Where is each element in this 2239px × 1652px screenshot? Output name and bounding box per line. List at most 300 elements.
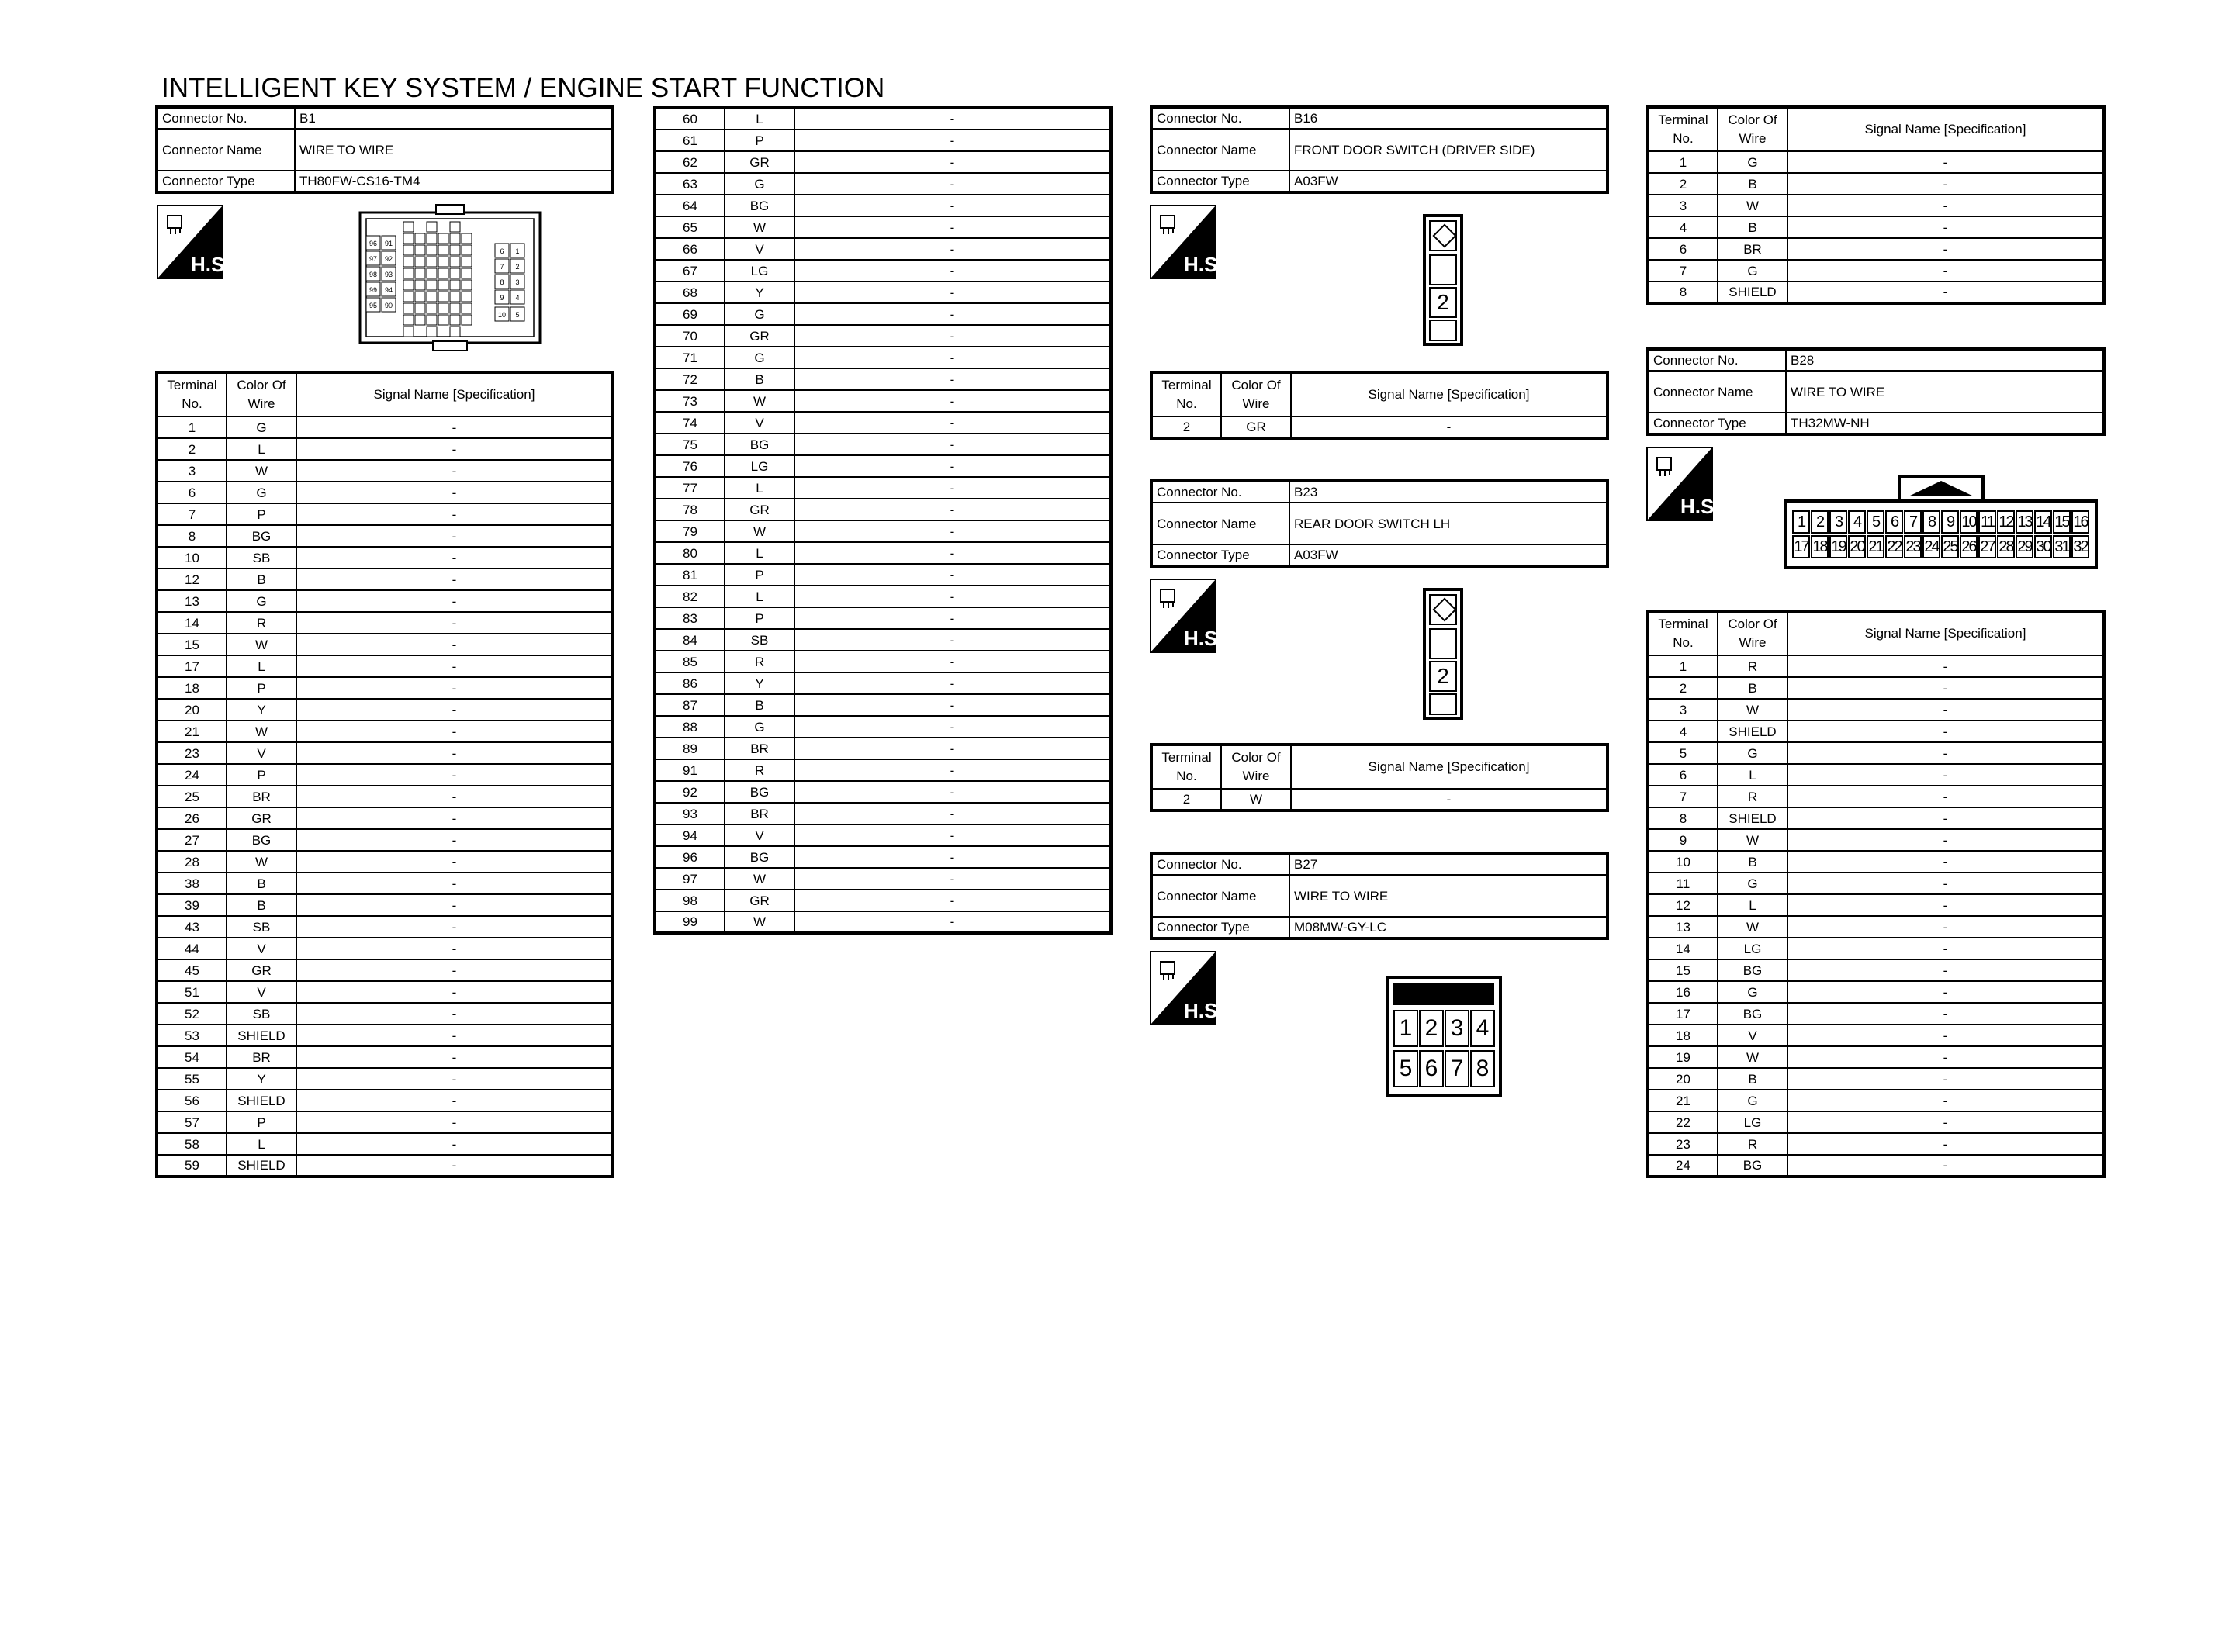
wire-color: B	[1718, 216, 1787, 238]
pin-cell: 18	[1811, 535, 1829, 558]
wire-color: BG	[725, 195, 794, 216]
signal-header: Signal Name [Specification]	[1787, 107, 2104, 151]
hs-icon	[1150, 951, 1223, 1025]
table-row	[655, 434, 1111, 455]
wire-color: P	[725, 607, 794, 629]
terminal-no: 8	[1648, 807, 1718, 829]
terminal-no: 85	[655, 651, 725, 672]
table-row	[655, 282, 1111, 303]
b16-pin: 2	[1429, 287, 1457, 318]
signal-name: -	[296, 699, 613, 721]
terminal-no: 76	[655, 455, 725, 477]
signal-name: -	[794, 542, 1111, 564]
wire-color: B	[227, 873, 296, 894]
signal-name: -	[794, 716, 1111, 738]
signal-name: -	[794, 890, 1111, 911]
signal-name: -	[296, 959, 613, 981]
wire-color: L	[227, 655, 296, 677]
table-row	[1648, 981, 2104, 1003]
signal-name: -	[296, 981, 613, 1003]
connector-name-label: Connector Name	[157, 129, 295, 171]
signal-name: -	[1787, 764, 2104, 786]
pin-cell: 21	[1867, 535, 1884, 558]
pin-cell: 29	[2016, 535, 2033, 558]
wire-color: G	[1718, 873, 1787, 894]
terminal-no: 6	[1648, 238, 1718, 260]
terminal-no: 7	[157, 503, 227, 525]
terminal-no: 22	[1648, 1111, 1718, 1133]
signal-header: Signal Name [Specification]	[1291, 745, 1607, 789]
b28-rows	[1648, 655, 2104, 1177]
b23-terminal-table	[1150, 743, 1609, 812]
pin-cell: 13	[2016, 510, 2033, 534]
wire-color: GR	[725, 151, 794, 173]
terminal-no: 80	[655, 542, 725, 564]
wire-color: R	[1718, 1133, 1787, 1155]
wire-color: Y	[725, 672, 794, 694]
color-header: Color Of Wire	[1718, 107, 1787, 151]
terminal-no: 21	[1648, 1090, 1718, 1111]
terminal-no: 79	[655, 520, 725, 542]
terminal-no: 4	[1648, 721, 1718, 742]
color-header: Color Of Wire	[1221, 745, 1291, 789]
signal-name: -	[794, 499, 1111, 520]
signal-name: -	[296, 764, 613, 786]
table-row	[1648, 238, 2104, 260]
terminal-no: 14	[157, 612, 227, 634]
wire-color: G	[725, 303, 794, 325]
pin-cell: 5	[1867, 510, 1884, 534]
terminal-no: 20	[1648, 1068, 1718, 1090]
signal-name: -	[794, 238, 1111, 260]
table-row	[1648, 173, 2104, 195]
table-row	[1648, 1133, 2104, 1155]
wire-color: GR	[725, 499, 794, 520]
signal-name: -	[296, 851, 613, 873]
wire-color: BR	[725, 803, 794, 824]
wire-color: G	[227, 416, 296, 438]
wire-color: L	[725, 108, 794, 130]
signal-name: -	[794, 303, 1111, 325]
connector-no-label: Connector No.	[1648, 349, 1786, 371]
svg-text:H.S.: H.S.	[1184, 627, 1223, 650]
terminal-no: 62	[655, 151, 725, 173]
b1-pin-label: 92	[384, 255, 393, 263]
terminal-no: 13	[157, 590, 227, 612]
wire-color: SHIELD	[227, 1025, 296, 1046]
pin-cell: 4	[1848, 510, 1866, 534]
table-row	[655, 216, 1111, 238]
signal-name: -	[794, 629, 1111, 651]
hs-label: H.S.	[191, 253, 230, 276]
table-row	[1648, 1090, 2104, 1111]
connector-type-label: Connector Type	[1151, 544, 1289, 566]
table-row	[655, 412, 1111, 434]
hs-icon	[157, 205, 230, 279]
signal-name: -	[296, 829, 613, 851]
signal-name: -	[794, 282, 1111, 303]
table-row	[157, 569, 613, 590]
table-row	[1648, 959, 2104, 981]
terminal-no: 82	[655, 586, 725, 607]
table-row	[655, 824, 1111, 846]
connector-name-label: Connector Name	[1151, 503, 1289, 544]
table-row	[655, 716, 1111, 738]
b27-info-table	[1150, 852, 1609, 940]
hs-icon	[1646, 447, 1720, 521]
signal-name: -	[794, 195, 1111, 216]
terminal-no: 91	[655, 759, 725, 781]
table-row	[655, 781, 1111, 803]
table-row	[157, 1155, 613, 1177]
wire-color: LG	[1718, 938, 1787, 959]
signal-name: -	[794, 846, 1111, 868]
wire-color: BG	[227, 829, 296, 851]
wire-color: BG	[1718, 1003, 1787, 1025]
table-row	[1648, 938, 2104, 959]
pin-cell: 28	[1997, 535, 2015, 558]
hs-icon	[1150, 579, 1223, 653]
terminal-no: 60	[655, 108, 725, 130]
table-row	[157, 786, 613, 807]
wire-color: W	[227, 460, 296, 482]
wire-color: W	[227, 721, 296, 742]
signal-name: -	[1787, 873, 2104, 894]
wire-color: BG	[1718, 1155, 1787, 1177]
wire-color: B	[1718, 851, 1787, 873]
terminal-no: 17	[1648, 1003, 1718, 1025]
b1-pin-label: 5	[515, 311, 520, 319]
table-row	[655, 173, 1111, 195]
table-row	[655, 694, 1111, 716]
wire-color: GR	[725, 890, 794, 911]
wire-color: V	[725, 238, 794, 260]
signal-name: -	[794, 781, 1111, 803]
terminal-no: 69	[655, 303, 725, 325]
connector-no-label: Connector No.	[1151, 107, 1289, 129]
signal-name: -	[1787, 851, 2104, 873]
table-row	[655, 803, 1111, 824]
terminal-no: 45	[157, 959, 227, 981]
terminal-no: 72	[655, 368, 725, 390]
wire-color: BG	[725, 434, 794, 455]
signal-name: -	[1787, 1068, 2104, 1090]
table-row	[655, 890, 1111, 911]
wire-color: GR	[1221, 416, 1291, 438]
wire-color: L	[725, 586, 794, 607]
wire-color: LG	[725, 455, 794, 477]
signal-name: -	[1787, 699, 2104, 721]
wire-color: W	[725, 216, 794, 238]
terminal-no: 94	[655, 824, 725, 846]
terminal-no: 16	[1648, 981, 1718, 1003]
signal-name: -	[794, 520, 1111, 542]
connector-type-label: Connector Type	[1648, 413, 1786, 434]
table-row	[157, 959, 613, 981]
terminal-no: 2	[1151, 789, 1221, 810]
wire-color: BR	[725, 738, 794, 759]
terminal-no: 18	[1648, 1025, 1718, 1046]
signal-name: -	[1787, 786, 2104, 807]
pin-cell: 2	[1811, 510, 1829, 534]
signal-name: -	[1787, 195, 2104, 216]
table-row	[1648, 282, 2104, 303]
signal-name: -	[296, 482, 613, 503]
table-row	[1648, 699, 2104, 721]
terminal-no: 23	[1648, 1133, 1718, 1155]
wire-color: BG	[1718, 959, 1787, 981]
table-row	[157, 742, 613, 764]
terminal-no: 21	[157, 721, 227, 742]
terminal-no: 27	[157, 829, 227, 851]
pin-cell: 7	[1904, 510, 1922, 534]
wire-color: B	[725, 368, 794, 390]
terminal-no: 7	[1648, 786, 1718, 807]
signal-name: -	[1787, 938, 2104, 959]
signal-name: -	[1787, 829, 2104, 851]
terminal-no: 24	[1648, 1155, 1718, 1177]
signal-name: -	[296, 1111, 613, 1133]
terminal-no: 56	[157, 1090, 227, 1111]
wire-color: W	[1718, 195, 1787, 216]
connector-no-label: Connector No.	[1151, 481, 1289, 503]
terminal-no: 2	[1648, 173, 1718, 195]
signal-name: -	[296, 786, 613, 807]
signal-name: -	[794, 911, 1111, 933]
b1-pin-label: 94	[384, 286, 393, 294]
signal-name: -	[1787, 216, 2104, 238]
pin-cell: 7	[1445, 1050, 1469, 1087]
table-row	[1648, 1155, 2104, 1177]
signal-name: -	[1787, 655, 2104, 677]
signal-name: -	[1787, 1046, 2104, 1068]
terminal-no: 63	[655, 173, 725, 195]
b1-pin-label: 99	[369, 286, 378, 294]
wire-color: SB	[227, 1003, 296, 1025]
table-row	[157, 525, 613, 547]
connector-type-label: Connector Type	[157, 171, 295, 192]
table-row	[157, 764, 613, 786]
terminal-header: Terminal No.	[157, 372, 227, 416]
table-row	[655, 368, 1111, 390]
b1-pin-label: 95	[369, 302, 378, 309]
table-row	[655, 629, 1111, 651]
signal-name: -	[296, 1133, 613, 1155]
table-row	[655, 759, 1111, 781]
terminal-no: 10	[157, 547, 227, 569]
terminal-no: 2	[1648, 677, 1718, 699]
b28-terminal-table	[1646, 610, 2106, 1178]
terminal-no: 6	[157, 482, 227, 503]
b1-connector-type: TH80FW-CS16-TM4	[295, 171, 613, 192]
wire-color: V	[725, 824, 794, 846]
connector-name-label: Connector Name	[1648, 371, 1786, 413]
terminal-no: 73	[655, 390, 725, 412]
b28-connector-no: B28	[1786, 349, 2104, 371]
svg-text:H.S.: H.S.	[1184, 999, 1223, 1022]
b1-connector-name: WIRE TO WIRE	[295, 129, 613, 171]
terminal-no: 98	[655, 890, 725, 911]
b28-connector-face	[1784, 475, 2098, 569]
signal-header: Signal Name [Specification]	[296, 372, 613, 416]
terminal-no: 89	[655, 738, 725, 759]
terminal-no: 74	[655, 412, 725, 434]
table-row	[1648, 655, 2104, 677]
pin-cell: 9	[1941, 510, 1959, 534]
terminal-no: 38	[157, 873, 227, 894]
table-row	[1648, 721, 2104, 742]
wire-color: R	[227, 612, 296, 634]
table-row	[157, 634, 613, 655]
wire-color: B	[227, 894, 296, 916]
b1-rows-2	[655, 108, 1111, 933]
wire-color: B	[1718, 677, 1787, 699]
signal-name: -	[794, 347, 1111, 368]
signal-name: -	[296, 655, 613, 677]
table-row	[157, 1111, 613, 1133]
signal-name: -	[794, 564, 1111, 586]
b28-info-table	[1646, 347, 2106, 436]
terminal-no: 57	[157, 1111, 227, 1133]
pin-cell: 23	[1904, 535, 1922, 558]
signal-name: -	[1787, 916, 2104, 938]
wire-color: BR	[1718, 238, 1787, 260]
terminal-no: 5	[1648, 742, 1718, 764]
connector-name-label: Connector Name	[1151, 129, 1289, 171]
terminal-no: 77	[655, 477, 725, 499]
pin-cell: 20	[1848, 535, 1866, 558]
terminal-header: Terminal No.	[1648, 107, 1718, 151]
color-header: Color Of Wire	[1221, 372, 1291, 416]
signal-name: -	[794, 151, 1111, 173]
terminal-no: 61	[655, 130, 725, 151]
wire-color: L	[725, 542, 794, 564]
terminal-no: 2	[157, 438, 227, 460]
table-row	[655, 390, 1111, 412]
signal-name: -	[296, 547, 613, 569]
table-row	[1648, 851, 2104, 873]
signal-name: -	[794, 803, 1111, 824]
terminal-no: 93	[655, 803, 725, 824]
table-row	[157, 503, 613, 525]
table-row	[157, 612, 613, 634]
table-row	[655, 108, 1111, 130]
wire-color: V	[227, 742, 296, 764]
table-row	[157, 482, 613, 503]
wire-color: G	[1718, 981, 1787, 1003]
table-row	[157, 1025, 613, 1046]
signal-name: -	[1787, 1090, 2104, 1111]
wire-color: P	[227, 764, 296, 786]
signal-name: -	[794, 130, 1111, 151]
wire-color: V	[1718, 1025, 1787, 1046]
wire-color: L	[227, 438, 296, 460]
signal-name: -	[296, 1025, 613, 1046]
wire-color: V	[725, 412, 794, 434]
signal-name: -	[296, 525, 613, 547]
b16-info-table	[1150, 105, 1609, 194]
signal-name: -	[1787, 1025, 2104, 1046]
wire-color: Y	[227, 699, 296, 721]
signal-name: -	[794, 824, 1111, 846]
table-row	[157, 547, 613, 569]
connector-type-label: Connector Type	[1151, 171, 1289, 192]
signal-name: -	[1787, 1003, 2104, 1025]
signal-name: -	[794, 173, 1111, 195]
terminal-no: 20	[157, 699, 227, 721]
table-row	[1648, 1025, 2104, 1046]
terminal-no: 59	[157, 1155, 227, 1177]
wire-color: LG	[725, 260, 794, 282]
table-row	[157, 1068, 613, 1090]
pin-cell: 30	[2034, 535, 2052, 558]
terminal-no: 2	[1151, 416, 1221, 438]
b28-connector-name: WIRE TO WIRE	[1786, 371, 2104, 413]
wire-color: R	[1718, 655, 1787, 677]
signal-header: Signal Name [Specification]	[1291, 372, 1607, 416]
signal-name: -	[1787, 1155, 2104, 1177]
pin-cell: 3	[1445, 1010, 1469, 1047]
table-row	[1648, 260, 2104, 282]
terminal-no: 14	[1648, 938, 1718, 959]
terminal-header: Terminal No.	[1151, 745, 1221, 789]
wire-color: W	[227, 851, 296, 873]
signal-name: -	[794, 216, 1111, 238]
b16-connector-name: FRONT DOOR SWITCH (DRIVER SIDE)	[1289, 129, 1607, 171]
wire-color: Y	[227, 1068, 296, 1090]
wire-color: B	[1718, 173, 1787, 195]
wire-color: SHIELD	[1718, 282, 1787, 303]
b16-rows	[1151, 416, 1607, 438]
pin-cell: 19	[1829, 535, 1847, 558]
wire-color: W	[725, 520, 794, 542]
table-row	[1151, 789, 1607, 810]
terminal-no: 43	[157, 916, 227, 938]
wire-color: BR	[227, 1046, 296, 1068]
wire-color: G	[725, 716, 794, 738]
table-row	[1648, 195, 2104, 216]
table-row	[655, 911, 1111, 933]
wire-color: W	[725, 390, 794, 412]
terminal-no: 28	[157, 851, 227, 873]
pin-cell: 15	[2053, 510, 2071, 534]
table-row	[655, 846, 1111, 868]
signal-name: -	[1787, 260, 2104, 282]
pin-cell: 32	[2071, 535, 2089, 558]
terminal-no: 99	[655, 911, 725, 933]
signal-name: -	[794, 738, 1111, 759]
wire-color: R	[725, 759, 794, 781]
b1-pin-label: 2	[515, 263, 520, 271]
table-row	[157, 938, 613, 959]
table-row	[1648, 742, 2104, 764]
signal-name: -	[1787, 721, 2104, 742]
signal-name: -	[296, 1003, 613, 1025]
wire-color: SB	[725, 629, 794, 651]
table-row	[157, 655, 613, 677]
terminal-no: 53	[157, 1025, 227, 1046]
b1-pin-label: 9	[500, 294, 504, 302]
terminal-no: 12	[1648, 894, 1718, 916]
signal-name: -	[1291, 416, 1607, 438]
table-row	[1151, 416, 1607, 438]
wire-color: L	[227, 1133, 296, 1155]
table-row	[157, 460, 613, 482]
table-row	[157, 981, 613, 1003]
b23-connector-face	[1423, 588, 1463, 720]
terminal-no: 64	[655, 195, 725, 216]
table-row	[655, 542, 1111, 564]
